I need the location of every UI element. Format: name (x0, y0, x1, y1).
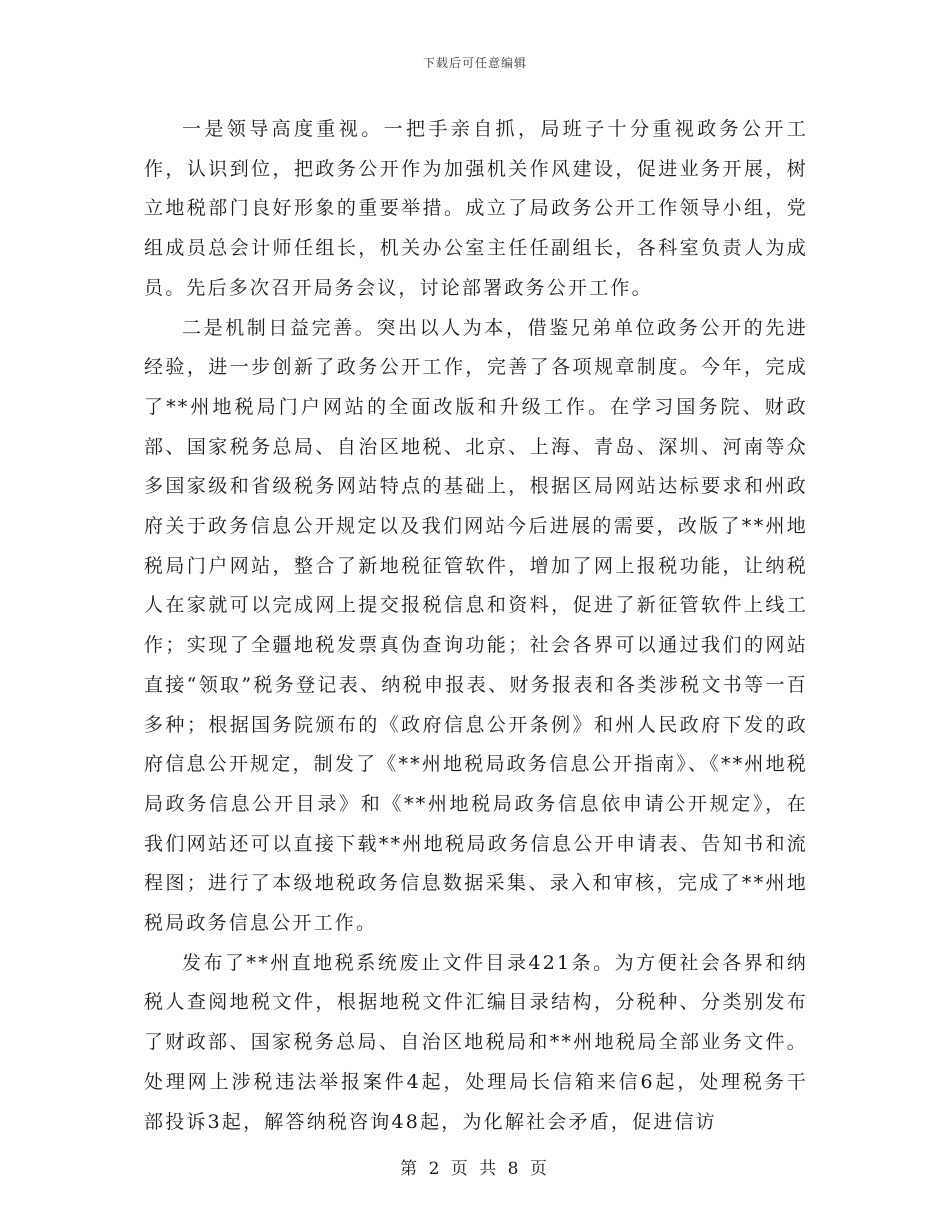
page-header: 下载后可任意编辑 (422, 56, 527, 70)
page-number-footer: 第 2 页 共 8 页 (400, 1159, 550, 1179)
document-body (144, 110, 808, 1142)
paragraph-leadership: 一是领导高度重视。一把手亲自抓，局班子十分重视政务公开工作，认识到位，把政务公开作为加强机关作风建设，促进业务开展，树立地税部门良好形象的重要举措。成立了局政务公开工作领导小组，党组成员总会计师任组长，机关办公室主任任副组长，各科室负责人为成员。先后多次召开局务会议，讨论部署政务公开工作。 (144, 118, 808, 299)
paragraph-mechanism: 二是机制日益完善。突出以人为本，借鉴兄弟单位政务公开的先进经验，进一步创新了政务公开工作，完善了各项规章制度。今年，完成了**州地税局门户网站的全面改版和升级工作。在学习国务院、财政部、国家税务总局、自治区地税、北京、上海、青岛、深圳、河南等众多国家级和省级税务网站特点的基础上，根据区局网站达标要求和州政府关于政务信息公开规定以及我们网站今后进展的需要，改版了**州地税局门户网站，整合了新地税征管软件，增加了网上报税功能，让纳税人在家就可以完成网上提交报税信息和资料，促进了新征管软件上线工作；实现了全疆地税发票真伪查询功能；社会各界可以通过我们的网站直接“领取”税务登记表、纳税申报表、财务报表和各类涉税文书等一百多种；根据国务院颁布的《政府信息公开条例》和州人民政府下发的政府信息公开规定，制发了《**州地税局政务信息公开指南》、《**州地税局政务信息公开目录》和《**州地税局政务信息依申请公开规定》，在我们网站还可以直接下载**州地税局政务信息公开申请表、告知书和流程图；进行了本级地税政务信息数据采集、录入和审核，完成了**州地税局政务信息公开工作。 (144, 316, 808, 935)
paragraph-publication: 发布了**州直地税系统废止文件目录421条。为方便社会各界和纳税人查阅地税文件，根据地税文件汇编目录结构，分税种、分类别发布了财政部、国家税务总局、自治区地税局和**州地税局全部业务文件。处理网上涉税违法举报案件4起，处理局长信箱来信6起，处理税务干部投诉3起，解答纳税咨询48起，为化解社会矛盾，促进信访 (144, 951, 808, 1133)
